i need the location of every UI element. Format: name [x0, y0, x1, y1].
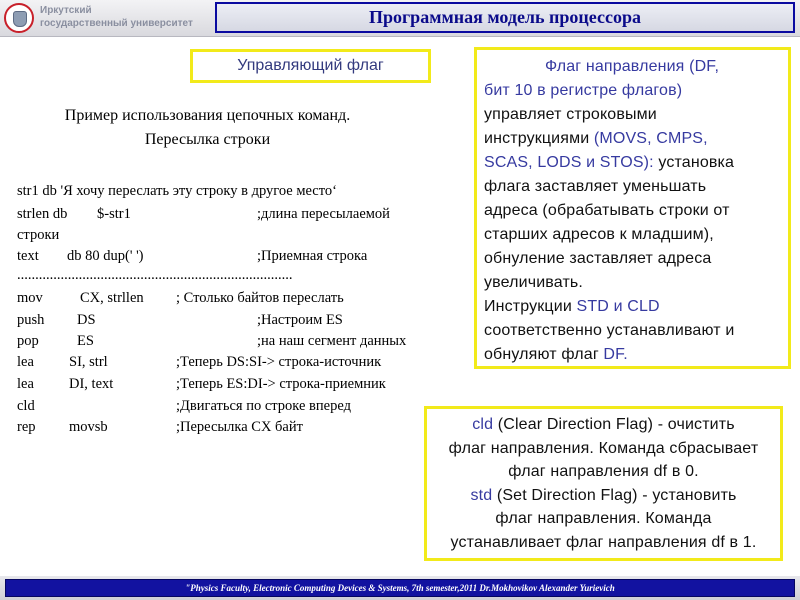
- cl-line: флаг направления df в 0.: [508, 463, 699, 480]
- footer-text: "Physics Faculty, Electronic Computing Devices & Systems, 7th semester,2011 Dr.Mokhovikov Alexander Yurievich: [185, 583, 615, 593]
- code-line: [17, 204, 447, 224]
- code-text: строки: [17, 227, 60, 243]
- df-flag-name: DF.: [603, 346, 628, 363]
- code-line: [17, 352, 447, 372]
- code-comment: ;Приемная строка: [257, 248, 368, 264]
- df-line: флага заставляет уменьшать: [484, 178, 707, 195]
- code-operand: $-str1: [97, 206, 131, 222]
- code-line: [17, 417, 447, 437]
- df-text: инструкциями: [484, 130, 594, 147]
- logo-line-2: государственный университет: [40, 18, 193, 29]
- code-line: [17, 181, 447, 201]
- code-mnemonic: strlen db: [17, 206, 68, 222]
- direction-flag-box: [474, 47, 791, 369]
- df-text: установка: [653, 154, 735, 171]
- code-operand: db 80 dup(' '): [67, 248, 144, 264]
- df-line: [484, 343, 780, 367]
- slide-title: Программная модель процессора: [369, 7, 641, 27]
- cl-line: устанавливает флаг направления df в 1.: [450, 533, 757, 551]
- code-operand: movsb: [69, 419, 108, 435]
- cl-line: [431, 413, 776, 437]
- df-line: обнуление заставляет адреса: [484, 250, 712, 267]
- df-instr-names: STD и CLD: [576, 298, 660, 315]
- code-mnemonic: mov: [17, 290, 43, 306]
- df-line: [484, 295, 780, 319]
- code-text: ............................................................................: [17, 267, 293, 283]
- df-line: [484, 127, 780, 151]
- df-line: [484, 55, 780, 79]
- code-comment: ;Настроим ES: [257, 312, 343, 328]
- code-operand: ES: [77, 333, 94, 349]
- code-operand: SI, strl: [69, 354, 108, 370]
- df-line: адреса (обрабатывать строки от: [484, 202, 730, 219]
- cl-line: флаг направления. Команда сбрасывает: [448, 439, 759, 457]
- code-comment: ; Столько байтов переслать: [176, 290, 344, 306]
- cl-line: [431, 484, 776, 508]
- control-flag-label: Управляющий флаг: [237, 57, 384, 74]
- df-instr-list: SCAS, LODS и STOS):: [484, 154, 654, 171]
- code-mnemonic: lea: [17, 354, 34, 370]
- cl-text: (Clear Direction Flag) - очистить: [493, 416, 735, 433]
- cld-mnemonic: cld: [472, 416, 494, 433]
- university-logo-text: [40, 4, 215, 30]
- code-operand: CX, strllen: [80, 290, 144, 306]
- code-comment: ;на наш сегмент данных: [257, 333, 407, 349]
- df-line: управляет строковыми: [484, 106, 657, 123]
- code-mnemonic: lea: [17, 376, 34, 392]
- df-instr-list: (MOVS, CMPS,: [593, 130, 708, 147]
- code-separator: [17, 265, 447, 285]
- example-title-line-2: Пересылка строки: [144, 131, 271, 148]
- slide-title-box: [215, 2, 795, 33]
- logo-line-1: Иркутский: [40, 5, 92, 16]
- df-line: старших адресов к младшим),: [484, 226, 714, 243]
- df-text: Инструкции: [484, 298, 577, 315]
- code-comment: ;Двигаться по строке вперед: [176, 398, 351, 414]
- example-title: [20, 104, 395, 152]
- code-mnemonic: push: [17, 312, 45, 328]
- code-comment: ;Пересылка CX байт: [176, 419, 303, 435]
- df-line: бит 10 в регистре флагов): [484, 82, 683, 99]
- code-mnemonic: text: [17, 248, 39, 264]
- code-comment: ;Теперь ES:DI-> строка-приемник: [176, 376, 386, 392]
- code-operand: DS: [77, 312, 96, 328]
- df-heading-paren: (DF,: [684, 58, 720, 75]
- code-line: [17, 331, 447, 351]
- df-line: увеличивать.: [484, 274, 584, 291]
- footer-bar: [0, 576, 800, 600]
- control-flag-label-box: [190, 49, 431, 83]
- code-line: [17, 246, 447, 266]
- cl-text: (Set Direction Flag) - установить: [492, 486, 737, 504]
- top-bar: [0, 0, 800, 37]
- code-line: [17, 396, 447, 416]
- code-line: [17, 310, 447, 330]
- code-text: str1 db 'Я хочу переслать эту строку в другое место‘: [17, 183, 337, 199]
- footer-banner: [5, 579, 795, 597]
- df-heading: Флаг направления: [544, 58, 685, 75]
- df-line: соответственно устанавливают и: [484, 322, 735, 339]
- code-comment: ;Теперь DS:SI-> строка-источник: [176, 354, 382, 370]
- example-title-line-1: Пример использования цепочных команд.: [64, 107, 351, 124]
- code-line: [17, 374, 447, 394]
- df-line: [484, 151, 780, 175]
- code-line: [17, 288, 447, 308]
- df-text: обнуляют флаг: [484, 346, 604, 363]
- university-logo-icon: [4, 3, 34, 33]
- code-line: [17, 225, 447, 245]
- std-mnemonic: std: [470, 486, 493, 504]
- code-comment: ;длина пересылаемой: [257, 206, 390, 222]
- cl-line: флаг направления. Команда: [495, 510, 712, 527]
- code-mnemonic: rep: [17, 419, 36, 435]
- code-mnemonic: pop: [17, 333, 39, 349]
- code-mnemonic: cld: [17, 398, 35, 414]
- cld-std-box: [424, 406, 783, 561]
- code-operand: DI, text: [69, 376, 114, 392]
